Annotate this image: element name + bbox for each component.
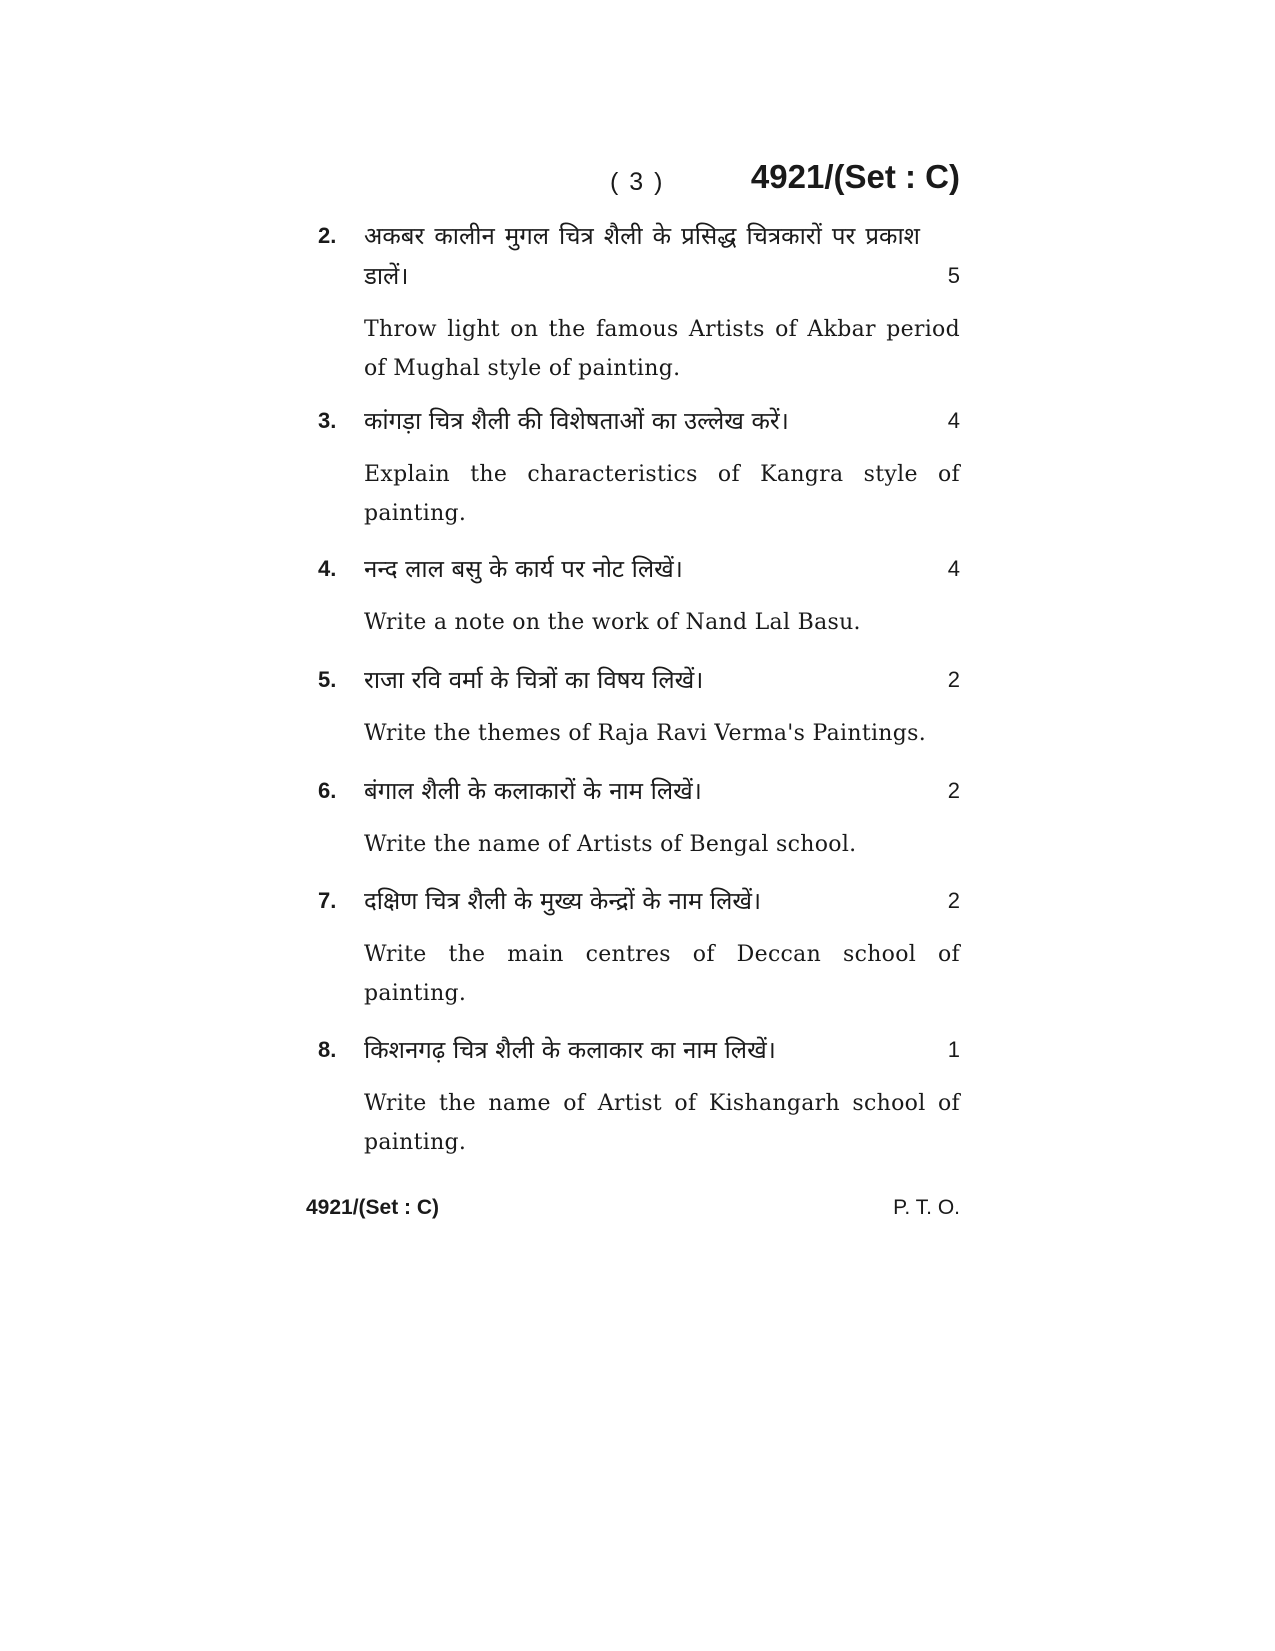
question-hindi [364,881,960,921]
question-hindi-text: किशनगढ़ चित्र शैली के कलाकार का नाम लिखें। [364,1036,776,1064]
question-marks: 5 [947,263,960,288]
question-2 [318,216,960,388]
question-marks: 2 [947,778,960,803]
question-marks: 2 [947,667,960,692]
question-marks: 4 [947,408,960,433]
question-english: Explain the characteristics of Kangra style of painting. [364,462,960,526]
question-number: 8. [318,1037,337,1062]
question-number: 2. [318,223,337,248]
question-hindi-text: कांगड़ा चित्र शैली की विशेषताओं का उल्लेख करें। [364,407,789,435]
question-6 [318,771,960,864]
question-english: Write the main centres of Deccan school of painting. [364,942,960,1006]
question-hindi-text: नन्द लाल बसु के कार्य पर नोट लिखें। [364,555,683,583]
question-hindi [364,216,960,296]
page-number: ( 3 ) [610,168,665,196]
question-hindi [364,771,960,811]
question-5 [318,660,960,753]
question-number: 4. [318,556,337,581]
question-3 [318,401,960,533]
question-english: Write the name of Artist of Kishangarh school of painting. [364,1091,960,1155]
question-4 [318,549,960,642]
question-english: Throw light on the famous Artists of Akbar period of Mughal style of painting. [364,317,960,381]
question-english: Write a note on the work of Nand Lal Basu. [364,610,861,635]
question-7 [318,881,960,1013]
question-number: 7. [318,888,337,913]
question-number: 5. [318,667,337,692]
question-hindi [364,1030,960,1070]
question-number: 6. [318,778,337,803]
pto-label: P. T. O. [893,1196,960,1219]
question-number: 3. [318,408,337,433]
question-marks: 1 [947,1037,960,1062]
question-hindi [364,549,960,589]
question-hindi-text: दक्षिण चित्र शैली के मुख्य केन्द्रों के नाम लिखें। [364,887,762,915]
question-hindi [364,660,960,700]
question-hindi [364,401,960,441]
paper-code-header: 4921/(Set : C) [750,158,960,195]
question-hindi-text: अकबर कालीन मुगल चित्र शैली के प्रसिद्ध चित्रकारों पर प्रकाश डालें। [364,222,920,290]
question-hindi-text: राजा रवि वर्मा के चित्रों का विषय लिखें। [364,666,704,694]
question-english: Write the name of Artists of Bengal school. [364,832,857,857]
question-marks: 2 [947,888,960,913]
paper-code-footer: 4921/(Set : C) [306,1196,440,1219]
question-8 [318,1030,960,1162]
question-hindi-text: बंगाल शैली के कलाकारों के नाम लिखें। [364,777,702,805]
question-marks: 4 [947,556,960,581]
question-english: Write the themes of Raja Ravi Verma's Paintings. [364,721,927,746]
